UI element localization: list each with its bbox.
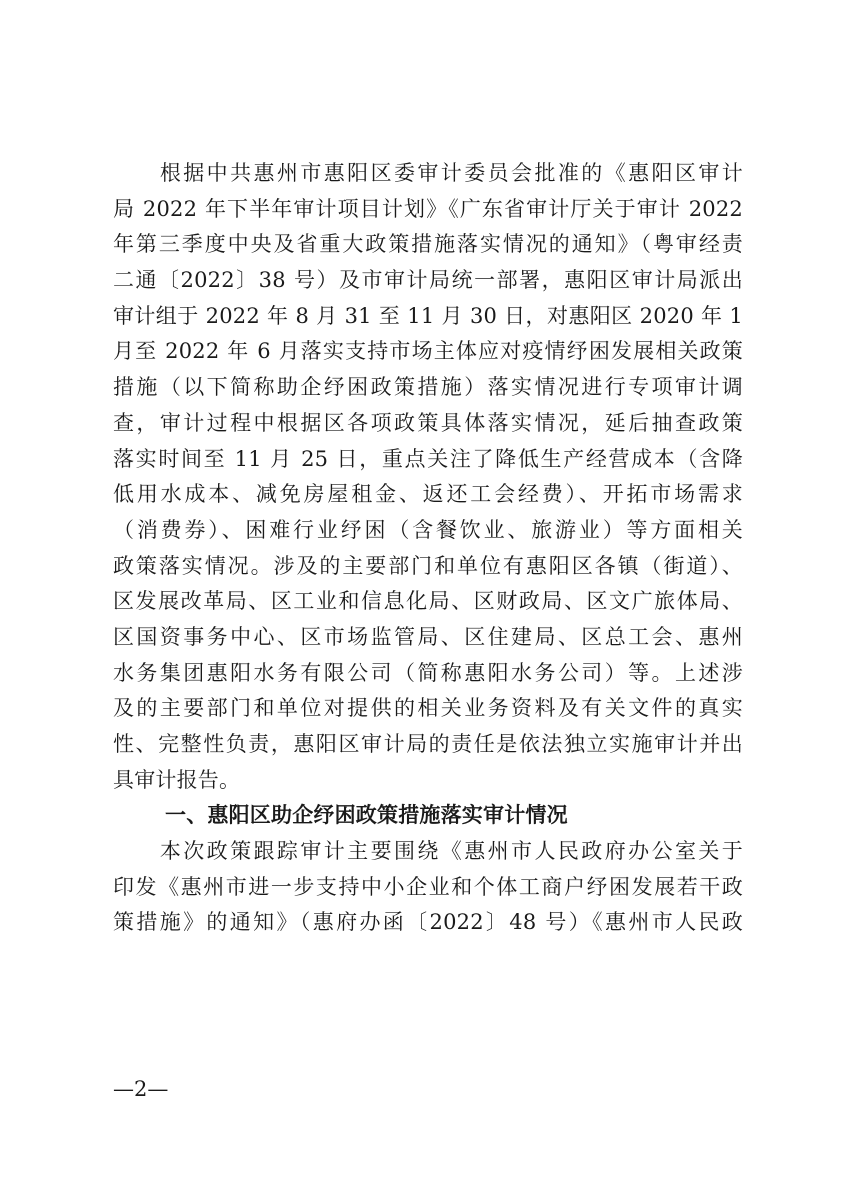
text-line: （消费券）、困难行业纾困（含餐饮业、旅游业）等方面相关 xyxy=(113,517,743,542)
text-line: 具审计报告。 xyxy=(113,767,241,792)
page-number: —2— xyxy=(113,1077,169,1101)
text-line: 局 2022 年下半年审计项目计划》《广东省审计厅关于审计 2022 xyxy=(113,196,743,221)
text-line: 性、完整性负责，惠阳区审计局的责任是依法独立实施审计并出 xyxy=(113,732,743,756)
text-line: 年第三季度中央及省重大政策措施落实情况的通知》（粤审经责 xyxy=(113,232,743,257)
text-line: 印发《惠州市进一步支持中小企业和个体工商户纾困发展若干政 xyxy=(113,874,743,899)
text-line: 落实时间至 11 月 25 日，重点关注了降低生产经营成本（含降 xyxy=(113,446,743,471)
intro-paragraph xyxy=(113,156,743,798)
section-heading: 一、惠阳区助企纾困政策措施落实审计情况 xyxy=(165,803,568,828)
text-line: 月至 2022 年 6 月落实支持市场主体应对疫情纾困发展相关政策 xyxy=(113,339,743,364)
text-line: 水务集团惠阳水务有限公司（简称惠阳水务公司）等。上述涉 xyxy=(113,660,743,685)
text-line: 二通〔2022〕38 号）及市审计局统一部署，惠阳区审计局派出 xyxy=(113,268,743,293)
text-line: 查，审计过程中根据区各项政策具体落实情况，延后抽查政策 xyxy=(113,410,743,435)
body-text xyxy=(113,156,743,941)
text-line: 策措施》的通知》（惠府办函〔2022〕48 号）《惠州市人民政 xyxy=(113,910,743,935)
text-line: 根据中共惠州市惠阳区委审计委员会批准的《惠阳区审计 xyxy=(113,161,743,185)
text-line: 低用水成本、减免房屋租金、返还工会经费）、开拓市场需求 xyxy=(113,482,743,507)
text-line: 政策落实情况。涉及的主要部门和单位有惠阳区各镇（街道）、 xyxy=(113,553,743,578)
text-line: 及的主要部门和单位对提供的相关业务资料及有关文件的真实 xyxy=(113,696,743,721)
text-line: 区发展改革局、区工业和信息化局、区财政局、区文广旅体局、 xyxy=(113,589,743,614)
text-line: 措施（以下简称助企纾困政策措施）落实情况进行专项审计调 xyxy=(113,375,743,400)
policy-paragraph xyxy=(113,834,743,941)
text-line: 本次政策跟踪审计主要围绕《惠州市人民政府办公室关于 xyxy=(113,839,743,864)
text-line: 审计组于 2022 年 8 月 31 至 11 月 30 日，对惠阳区 2020 年 1 xyxy=(113,303,743,328)
text-line: 区国资事务中心、区市场监管局、区住建局、区总工会、惠州 xyxy=(113,624,743,649)
